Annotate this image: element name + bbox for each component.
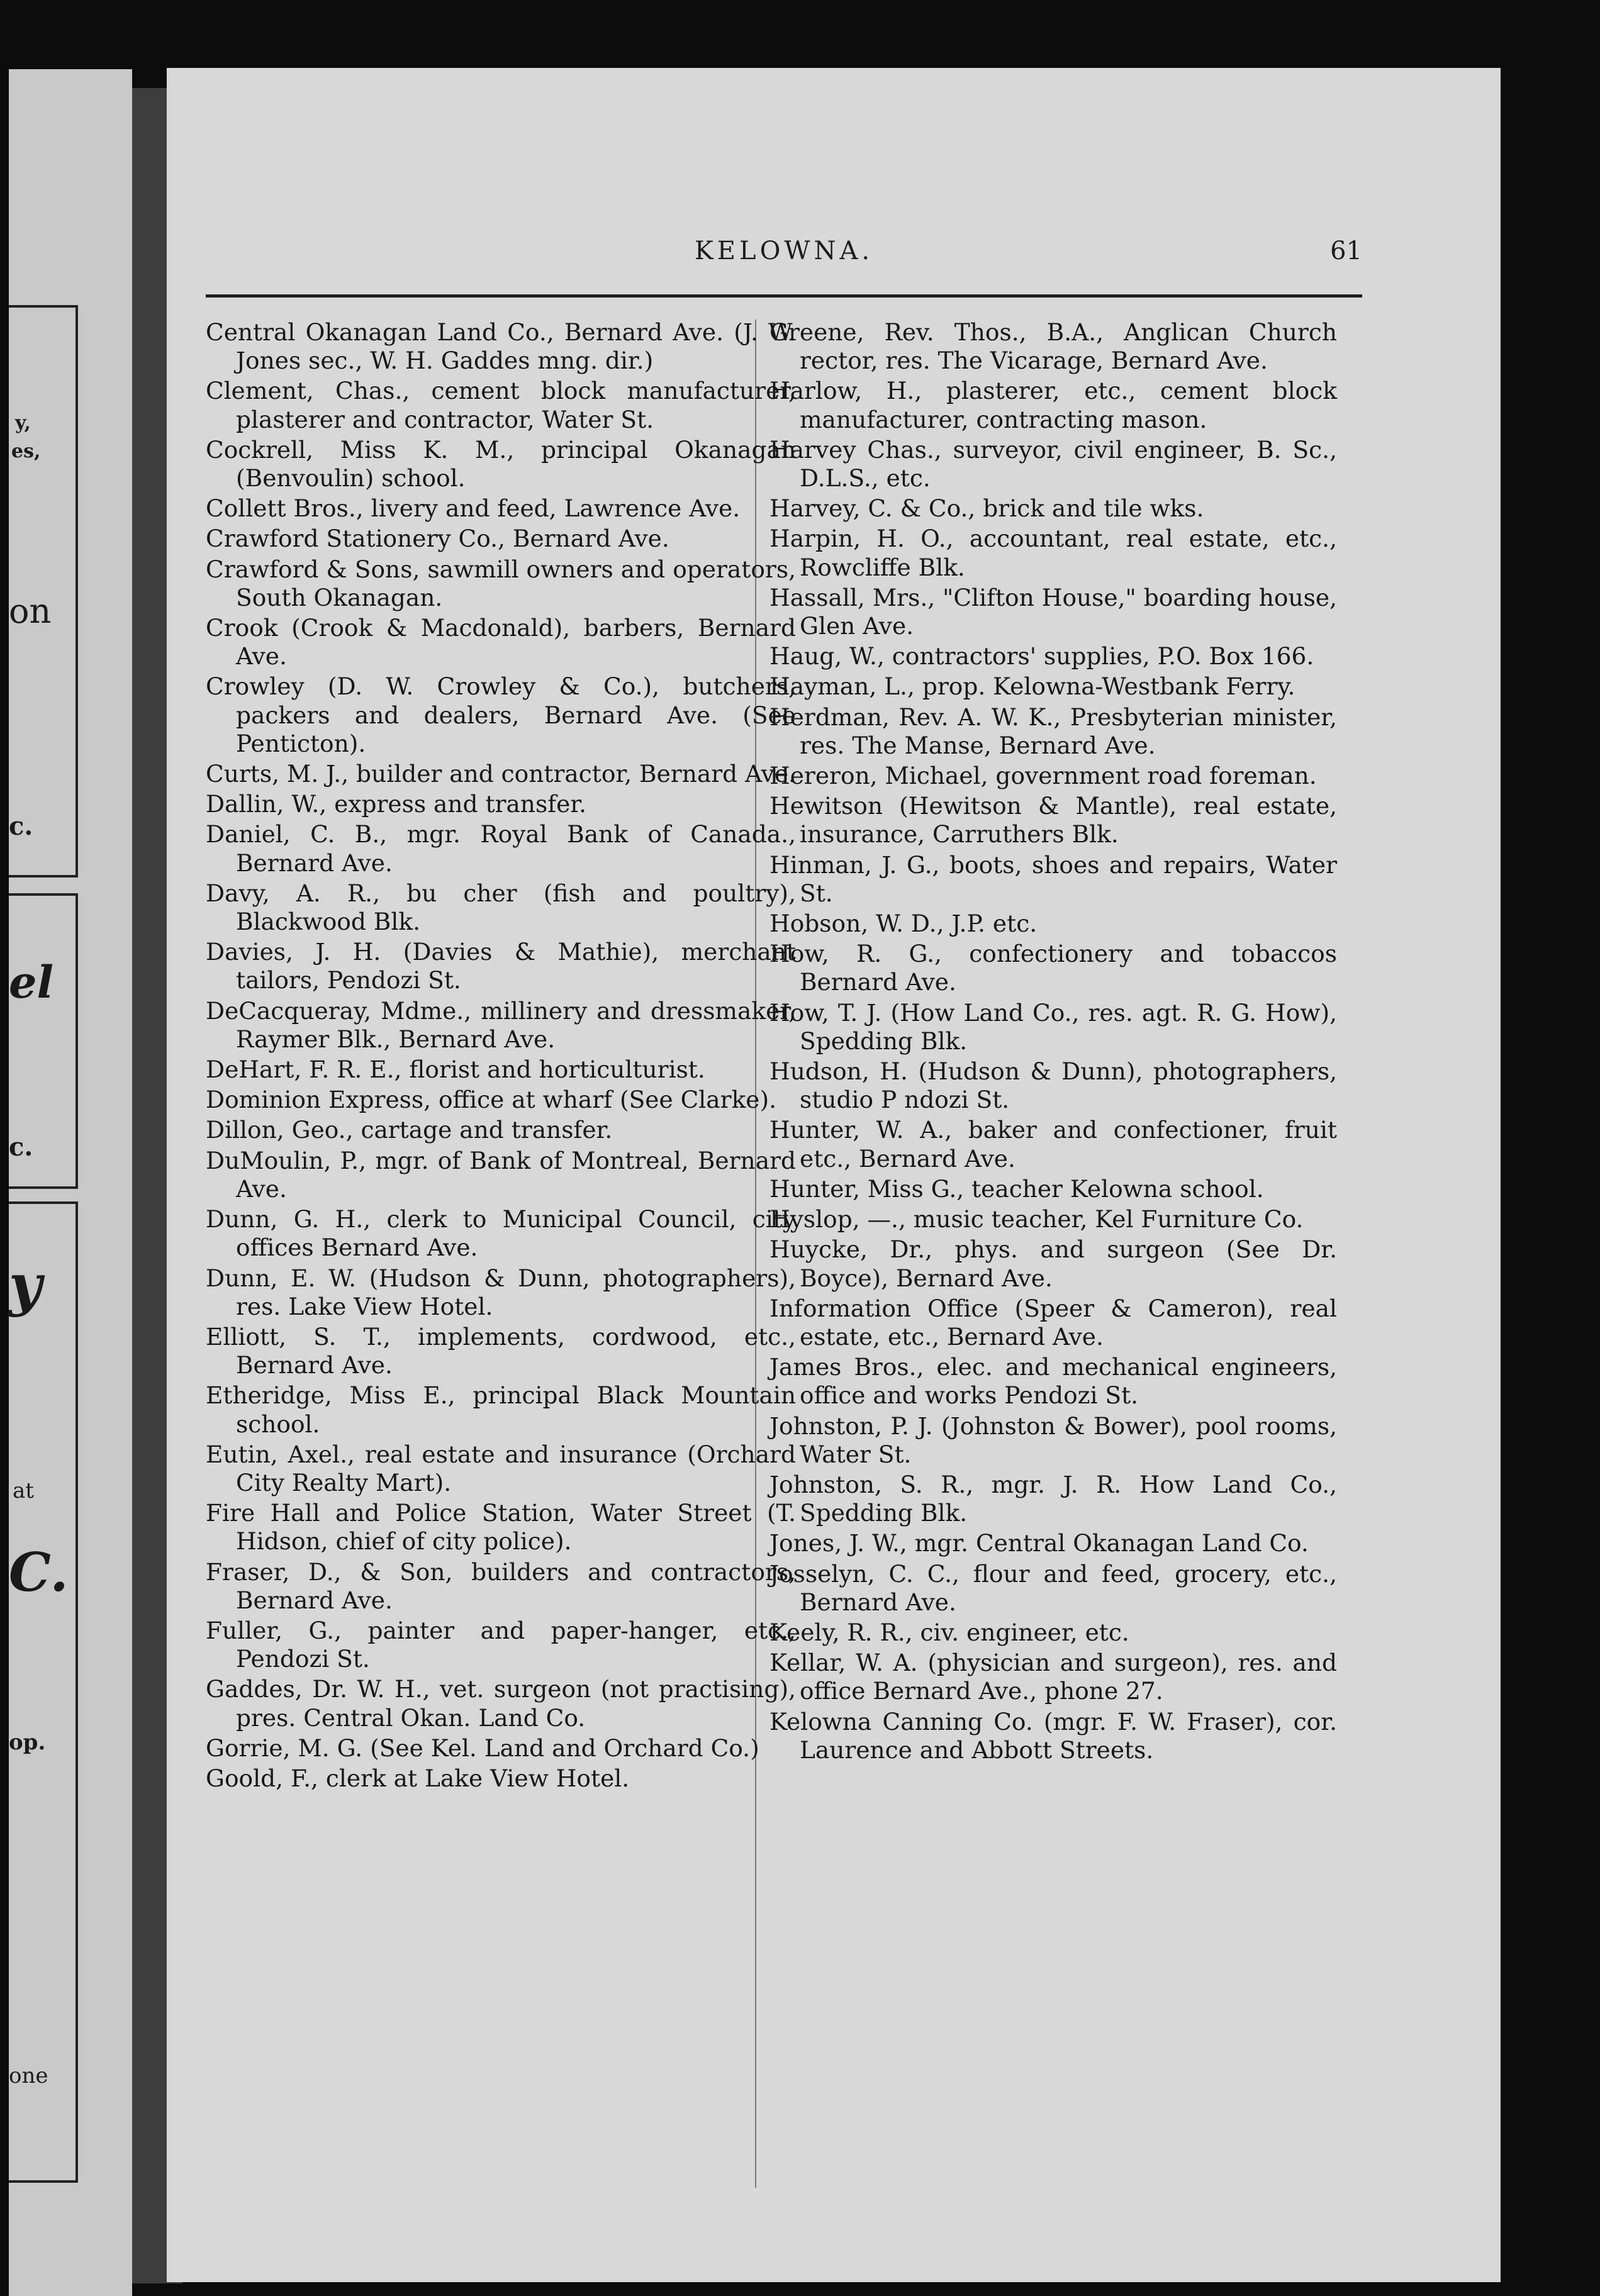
directory-page	[167, 68, 1501, 2282]
directory-entry: Daniel, C. B., mgr. Royal Bank of Canada., Bernard Ave.	[206, 820, 796, 877]
directory-entry: Elliott, S. T., implements, cordwood, etc., Bernard Ave.	[206, 1322, 796, 1379]
directory-entry: Kelowna Canning Co. (mgr. F. W. Fraser), cor. Laurence and Abbott Streets.	[769, 1707, 1337, 1764]
directory-entry: DeHart, F. R. E., florist and horticulturist.	[206, 1056, 705, 1084]
fragment-text: one	[9, 2063, 48, 2088]
directory-entry: Goold, F., clerk at Lake View Hotel.	[206, 1764, 630, 1792]
directory-entry: Gorrie, M. G. (See Kel. Land and Orchard Co.)	[206, 1734, 759, 1762]
directory-entry: Hudson, H. (Hudson & Dunn), photographers, studio P ndozi St.	[769, 1057, 1337, 1114]
right-column	[769, 318, 1337, 1766]
left-column	[206, 318, 796, 1795]
adjacent-page-fragment	[9, 69, 132, 2296]
directory-entry: Davy, A. R., bu cher (fish and poultry), Blackwood Blk.	[206, 879, 796, 936]
directory-entry: Crook (Crook & Macdonald), barbers, Bernard Ave.	[206, 614, 796, 671]
fragment-text: y,	[15, 412, 31, 434]
running-head: KELOWNA.	[694, 237, 874, 265]
directory-entry: Davies, J. H. (Davies & Mathie), merchant tailors, Pendozi St.	[206, 938, 796, 995]
directory-entry: Harvey, C. & Co., brick and tile wks.	[769, 494, 1204, 523]
directory-entry: Hassall, Mrs., "Clifton House," boarding house, Glen Ave.	[769, 583, 1337, 640]
directory-entry: Crawford Stationery Co., Bernard Ave.	[206, 525, 669, 553]
fragment-text: el	[9, 956, 54, 1008]
directory-entry: Clement, Chas., cement block manufacturer, plasterer and contractor, Water St.	[206, 377, 796, 433]
directory-entry: Dillon, Geo., cartage and transfer.	[206, 1116, 613, 1144]
directory-entry: Eutin, Axel., real estate and insurance (Orchard City Realty Mart).	[206, 1440, 796, 1496]
directory-entry: Harpin, H. O., accountant, real estate, etc., Rowcliffe Blk.	[769, 525, 1337, 581]
directory-entry: Greene, Rev. Thos., B.A., Anglican Church rector, res. The Vicarage, Bernard Ave.	[769, 318, 1337, 375]
directory-entry: Johnston, S. R., mgr. J. R. How Land Co., Spedding Blk.	[769, 1470, 1337, 1527]
directory-entry: DuMoulin, P., mgr. of Bank of Montreal, Bernard Ave.	[206, 1146, 796, 1203]
page-header	[206, 237, 1362, 298]
directory-entry: Gaddes, Dr. W. H., vet. surgeon (not practising), pres. Central Okan. Land Co.	[206, 1675, 796, 1732]
fragment-text: c.	[9, 1132, 33, 1162]
directory-entry: Huycke, Dr., phys. and surgeon (See Dr. Boyce), Bernard Ave.	[769, 1235, 1337, 1292]
directory-entry: Curts, M. J., builder and contractor, Bernard Ave.	[206, 760, 796, 788]
directory-entry: Information Office (Speer & Cameron), real estate, etc., Bernard Ave.	[769, 1294, 1337, 1351]
fragment-text: es,	[11, 440, 41, 462]
directory-entry: Hinman, J. G., boots, shoes and repairs, Water St.	[769, 850, 1337, 907]
directory-entry: Fuller, G., painter and paper-hanger, etc., Pendozi St.	[206, 1616, 796, 1673]
directory-entry: Central Okanagan Land Co., Bernard Ave. (J. W. Jones sec., W. H. Gaddes mng. dir.)	[206, 318, 796, 375]
directory-entry: Josselyn, C. C., flour and feed, grocery, etc., Bernard Ave.	[769, 1559, 1337, 1616]
fragment-text: on	[9, 591, 52, 631]
directory-entry: Dominion Express, office at wharf (See Clarke).	[206, 1086, 777, 1114]
directory-entry: Jones, J. W., mgr. Central Okanagan Land Co.	[769, 1529, 1309, 1558]
fragment-text: at	[13, 1478, 34, 1503]
directory-entry: Hunter, Miss G., teacher Kelowna school.	[769, 1174, 1264, 1203]
directory-entry: Herdman, Rev. A. W. K., Presbyterian minister, res. The Manse, Bernard Ave.	[769, 703, 1337, 759]
directory-entry: Hereron, Michael, government road foreman.	[769, 762, 1317, 790]
directory-entry: Hobson, W. D., J.P. etc.	[769, 910, 1038, 938]
directory-entry: Harlow, H., plasterer, etc., cement block manufacturer, contracting mason.	[769, 377, 1337, 433]
directory-entry: Hunter, W. A., baker and confectioner, fruit etc., Bernard Ave.	[769, 1116, 1337, 1173]
directory-entry: Johnston, P. J. (Johnston & Bower), pool rooms, Water St.	[769, 1412, 1337, 1468]
directory-entry: Kellar, W. A. (physician and surgeon), res. and office Bernard Ave., phone 27.	[769, 1649, 1337, 1705]
directory-entry: Dallin, W., express and transfer.	[206, 790, 586, 818]
directory-entry: Crowley (D. W. Crowley & Co.), butchers, packers and dealers, Bernard Ave. (See Penticton).	[206, 672, 796, 757]
directory-entry: Crawford & Sons, sawmill owners and operators, South Okanagan.	[206, 555, 796, 611]
directory-entry: Hewitson (Hewitson & Mantle), real estate, insurance, Carruthers Blk.	[769, 792, 1337, 849]
directory-entry: Hayman, L., prop. Kelowna-Westbank Ferry.	[769, 672, 1295, 701]
directory-entry: Fire Hall and Police Station, Water Street (T. Hidson, chief of city police).	[206, 1499, 796, 1556]
fragment-text: y	[9, 1252, 42, 1318]
directory-entry: Hyslop, —., music teacher, Kel Furniture Co.	[769, 1205, 1304, 1234]
directory-entry: How, R. G., confectionery and tobaccos Bernard Ave.	[769, 940, 1337, 996]
directory-entry: Cockrell, Miss K. M., principal Okanagan (Benvoulin) school.	[206, 435, 796, 493]
directory-entry: Etheridge, Miss E., principal Black Mountain school.	[206, 1381, 796, 1438]
page-number: 61	[1330, 237, 1362, 265]
directory-entry: James Bros., elec. and mechanical engineers, office and works Pendozi St.	[769, 1353, 1337, 1410]
directory-entry: Collett Bros., livery and feed, Lawrence Ave.	[206, 494, 741, 523]
directory-entry: Fraser, D., & Son, builders and contractors, Bernard Ave.	[206, 1558, 796, 1614]
fragment-text: c.	[9, 811, 33, 841]
directory-entry: Haug, W., contractors' supplies, P.O. Box 166.	[769, 642, 1314, 671]
directory-entry: Dunn, G. H., clerk to Municipal Council, city offices Bernard Ave.	[206, 1205, 796, 1262]
directory-entry: Harvey Chas., surveyor, civil engineer, B. Sc., D.L.S., etc.	[769, 435, 1337, 493]
fragment-text: C.	[9, 1541, 69, 1603]
directory-entry: Keely, R. R., civ. engineer, etc.	[769, 1618, 1129, 1646]
directory-entry: Dunn, E. W. (Hudson & Dunn, photographers), res. Lake View Hotel.	[206, 1264, 796, 1320]
fragment-text: op.	[9, 1730, 46, 1755]
directory-entry: How, T. J. (How Land Co., res. agt. R. G. How), Spedding Blk.	[769, 998, 1337, 1055]
directory-entry: DeCacqueray, Mdme., millinery and dressmaker, Raymer Blk., Bernard Ave.	[206, 996, 796, 1053]
adjacent-box	[9, 1201, 78, 2183]
